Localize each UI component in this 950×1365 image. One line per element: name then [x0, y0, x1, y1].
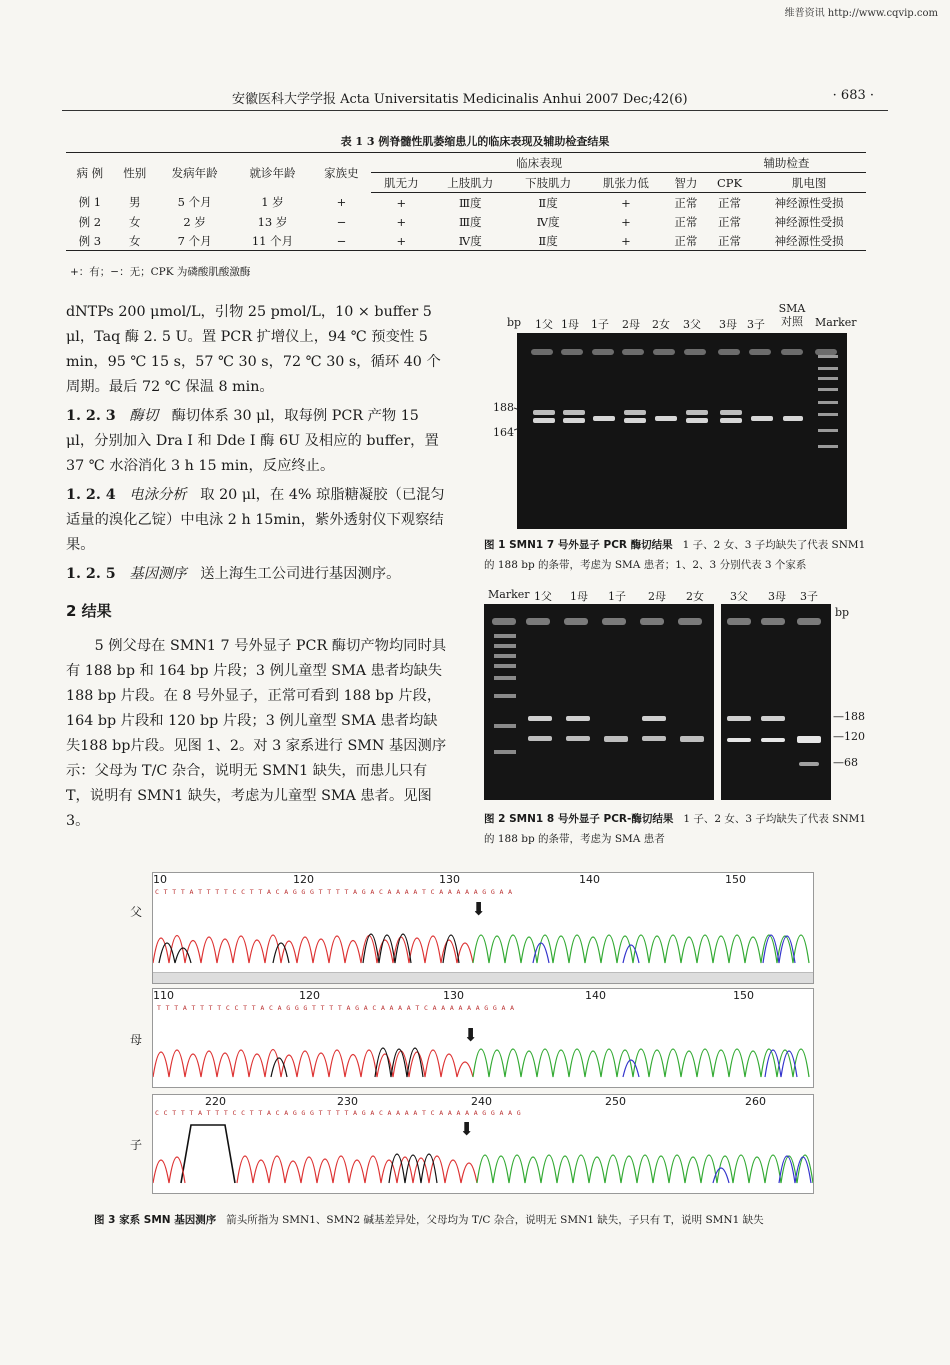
position-label: 130 — [443, 989, 464, 1002]
trace-peaks — [153, 903, 813, 969]
fig1-caption-text: 1 子、2 女、3 子均缺失了代表 SNM1 的 188 bp 的条带，考虑为 SMA 患者；1、2、3 分别代表 3 个家系 — [484, 539, 866, 571]
table-row — [66, 212, 866, 231]
lane-label: 3母 — [768, 590, 786, 603]
section-text: 送上海生工公司进行基因测序。 — [200, 566, 401, 582]
cell: Ⅱ度 — [509, 231, 587, 251]
cell: Ⅳ度 — [431, 231, 509, 251]
page-number: · 683 · — [832, 88, 874, 103]
cell: 例 1 — [78, 195, 102, 210]
fig1-marker-188: 188 — [493, 401, 514, 414]
wells — [727, 618, 821, 625]
table-row — [66, 231, 866, 251]
section-1-2-5 — [66, 562, 448, 587]
marker-value: 188 — [844, 710, 865, 723]
position-label: 240 — [471, 1095, 492, 1108]
cell: + — [336, 195, 347, 210]
position-label: 130 — [439, 873, 460, 886]
col-visit: 就诊年龄 — [234, 153, 312, 193]
group-aux: 辅助检查 — [707, 153, 866, 173]
fig2-gel-image-right — [721, 604, 831, 800]
cell: 正常 — [674, 214, 698, 229]
cell: 正常 — [718, 214, 742, 229]
fig3-caption-title: 图 3 家系 SMN 基因测序 — [94, 1214, 217, 1226]
cell: − — [311, 231, 371, 251]
watermark: 维普资讯 http://www.cqvip.com — [784, 8, 938, 19]
fig2-gel-bands-left — [484, 604, 714, 800]
cell: 正常 — [707, 231, 752, 251]
fig1-marker-164: 164 — [493, 426, 514, 439]
lane-label: 1母 — [561, 318, 579, 331]
section-title: 基因测序 — [129, 566, 187, 582]
fig2-caption-text: 1 子、2 女、3 子均缺失了代表 SNM1 的 188 bp 的条带，考虑为 SMA 患者 — [484, 813, 867, 845]
lane-label: 1子 — [608, 590, 626, 603]
col-cpk: CPK — [707, 173, 752, 193]
running-header — [62, 88, 888, 111]
trace-peaks — [153, 1017, 813, 1081]
group-clinical: 临床表现 — [371, 153, 707, 173]
arrow-down-icon: ⬇ — [471, 899, 487, 920]
position-label: 230 — [337, 1095, 358, 1108]
clinical-table — [66, 152, 866, 251]
fig2-caption-title: 图 2 SMN1 8 号外显子 PCR-酶切结果 — [484, 813, 674, 825]
cell: + — [371, 231, 431, 251]
position-label: 110 — [153, 989, 174, 1002]
section-title: 电泳分析 — [129, 487, 187, 503]
section-number: 1. 2. 4 — [66, 487, 116, 503]
position-label: 140 — [585, 989, 606, 1002]
fig3-caption-text: 箭头所指为 SMN1、SMN2 碱基差异处，父母均为 T/C 杂合，说明无 SMN1 缺失，子只有 T，说明 SMN1 缺失 — [226, 1214, 764, 1226]
track-label-son: 子 — [130, 1138, 143, 1152]
cell: 神经源性受损 — [752, 231, 866, 251]
lane-label: 3父 — [730, 590, 748, 603]
bands-68 — [799, 762, 819, 766]
col-onset: 发病年龄 — [156, 153, 234, 193]
chromatogram-son — [152, 1094, 814, 1194]
col-tone: 肌张力低 — [587, 173, 665, 193]
cell: 5 个月 — [177, 195, 212, 210]
lane-label: Marker — [815, 316, 857, 329]
position-label: 150 — [725, 873, 746, 886]
horizontal-scrollbar[interactable] — [153, 972, 813, 983]
section-number: 1. 2. 5 — [66, 566, 116, 582]
position-label: 220 — [205, 1095, 226, 1108]
position-label: 120 — [299, 989, 320, 1002]
col-lower: 下肢肌力 — [509, 173, 587, 193]
fig1-bp-label: bp — [507, 316, 522, 329]
cell: 例 3 — [66, 231, 114, 251]
cell: 11 个月 — [234, 231, 312, 251]
fig2-marker-120: —120 — [833, 730, 865, 743]
track-label-mother: 母 — [130, 1033, 143, 1047]
section-2-heading: 2 结果 — [66, 602, 112, 620]
position-label: 140 — [579, 873, 600, 886]
section-1-2-4 — [66, 483, 448, 558]
fig2-marker-68: —68 — [833, 756, 858, 769]
fig1-lane-labels — [535, 302, 865, 332]
results-paragraph: 5 例父母在 SMN1 7 号外显子 PCR 酶切产物均同时具有 188 bp 和 164 bp 片段；3 例儿童型 SMA 患者均缺失 188 bp 片段。在 8 号外显子，正常可看到 188 bp 片段，164 bp 片段和 120 bp 片段；3 例儿童型 SMA 患者均缺失188 bp片段。见图 1、2。对 3 家系进行 SMN 基因测序示：父母为 T/C 杂合，说明无 SMN1 缺失，而患儿只有 T，说明有 SMN1 缺失，考虑为儿童型 SMA 患者。见图 3。 — [66, 638, 447, 829]
position-label: 260 — [745, 1095, 766, 1108]
fig2-gel-bands-right — [721, 604, 831, 800]
lane-label: 1母 — [570, 590, 588, 603]
cell: 正常 — [665, 231, 707, 251]
marker-value: 120 — [844, 730, 865, 743]
table-title: 表 1 3 例脊髓性肌萎缩患儿的临床表现及辅助检查结果 — [340, 135, 610, 148]
cell: 1 岁 — [261, 195, 284, 210]
lane-label: 1子 — [591, 318, 609, 331]
arrow-down-icon: ⬇ — [463, 1025, 479, 1046]
fig2-caption — [484, 809, 874, 849]
cell: 神经源性受损 — [774, 195, 844, 210]
fig3-caption — [94, 1210, 894, 1230]
methods-paragraph: dNTPs 200 μmol/L，引物 25 pmol/L，10 × buffer 5 μl，Taq 酶 2. 5 U。置 PCR 扩增仪上，94 ℃ 预变性 5 min，95 ℃ 15 s，57 ℃ 30 s，72 ℃ 30 s，循环 40 个周期。最后 72 ℃ 保温 8 min。 — [66, 304, 441, 395]
lane-label: 3母 — [719, 318, 737, 331]
base-sequence: TTTATTTTCCTTACAGGGTTTTAGACAAAATCAAAAAAGGAA — [157, 1004, 519, 1012]
lane-label: 2母 — [648, 590, 666, 603]
table-note: +：有；−：无；CPK 为磷酸肌酸激酶 — [70, 266, 251, 278]
cell: 女 — [128, 214, 141, 229]
section-1-2-3 — [66, 404, 448, 479]
col-case: 病 例 — [66, 153, 114, 193]
trace-peaks — [153, 1123, 813, 1187]
base-sequence: CTTTATTTTCCTTACAGGGTTTTAGACAAAATCAAAAAGGAA — [155, 888, 517, 896]
fig2-marker-188: —188 — [833, 710, 865, 723]
arrow-down-icon: ⬇ — [459, 1119, 475, 1140]
col-family: 家族史 — [311, 153, 371, 193]
cell: 例 2 — [78, 214, 102, 229]
section-text: 酶切体系 30 μl，取每例 PCR 产物 15 μl，分别加入 Dra Ⅰ 和 Dde Ⅰ 酶 6U 及相应的 buffer，置 37 ℃ 水浴消化 3 h 15 min，反应终止。 — [66, 408, 439, 474]
body-text-column — [66, 300, 448, 834]
marker-value: 68 — [844, 756, 858, 769]
lane-label: Marker — [488, 588, 530, 601]
cell: + — [621, 214, 631, 229]
lane-label: 2母 — [622, 318, 640, 331]
cell: 2 岁 — [183, 214, 206, 229]
lane-label: 1父 — [534, 590, 552, 603]
lane-label: 3父 — [683, 318, 701, 331]
cell: 7 个月 — [156, 231, 234, 251]
cell: − — [336, 214, 347, 229]
lane-label: 2女 — [652, 318, 670, 331]
section-text: 取 20 μl，在 4% 琼脂糖凝胶（已混匀适量的溴化乙锭）中电泳 2 h 15min，紫外透射仪下观察结果。 — [66, 487, 445, 553]
cell: 男 — [128, 195, 141, 210]
lane-label: 2女 — [686, 590, 704, 603]
col-emg: 肌电图 — [752, 173, 866, 193]
position-label: 10 — [153, 873, 167, 886]
col-upper: 上肢肌力 — [431, 173, 509, 193]
lane-label: SMA 对照 — [778, 302, 806, 328]
fig1-caption-title: 图 1 SMN1 7 号外显子 PCR 酶切结果 — [484, 539, 673, 551]
cell: 神经源性受损 — [774, 214, 844, 229]
track-label-father: 父 — [130, 905, 143, 919]
cell: 女 — [114, 231, 156, 251]
position-label: 120 — [293, 873, 314, 886]
base-sequence: CCTTTATTTCCTTACAGGGTTTTAGACAAAATCAAAAAGGAAG — [155, 1109, 526, 1117]
cell: 正常 — [718, 195, 742, 210]
cell: + — [587, 231, 665, 251]
lane-label: 3子 — [800, 590, 818, 603]
col-sex: 性别 — [114, 153, 156, 193]
cell: 13 岁 — [257, 214, 288, 229]
table-row — [66, 193, 866, 213]
chromatogram-father — [152, 872, 814, 984]
col-iq: 智力 — [665, 173, 707, 193]
section-number: 1. 2. 3 — [66, 408, 116, 424]
fig2-gel-image-left — [484, 604, 714, 800]
col-weakness: 肌无力 — [371, 173, 431, 193]
cell: + — [396, 214, 407, 229]
cell: Ⅳ度 — [536, 214, 560, 229]
lane-label: 1父 — [535, 318, 553, 331]
fig1-caption — [484, 535, 874, 575]
fig2-lane-labels — [488, 588, 878, 604]
cell: + — [621, 195, 631, 210]
journal-title: 安徽医科大学学报 Acta Universitatis Medicinalis Anhui 2007 Dec;42(6) — [232, 92, 688, 107]
cell: Ⅲ度 — [458, 214, 482, 229]
cell: Ⅲ度 — [458, 195, 482, 210]
section-title: 酶切 — [129, 408, 158, 424]
fig2-bp-label: bp — [835, 606, 850, 619]
position-label: 150 — [733, 989, 754, 1002]
cell: + — [396, 195, 407, 210]
cell: 正常 — [674, 195, 698, 210]
cell: Ⅱ度 — [538, 195, 558, 210]
fig1-gel-bands — [517, 333, 847, 529]
position-label: 250 — [605, 1095, 626, 1108]
fig1-gel-image — [517, 333, 847, 529]
chromatogram-mother — [152, 988, 814, 1088]
lane-label: 3子 — [747, 318, 765, 331]
